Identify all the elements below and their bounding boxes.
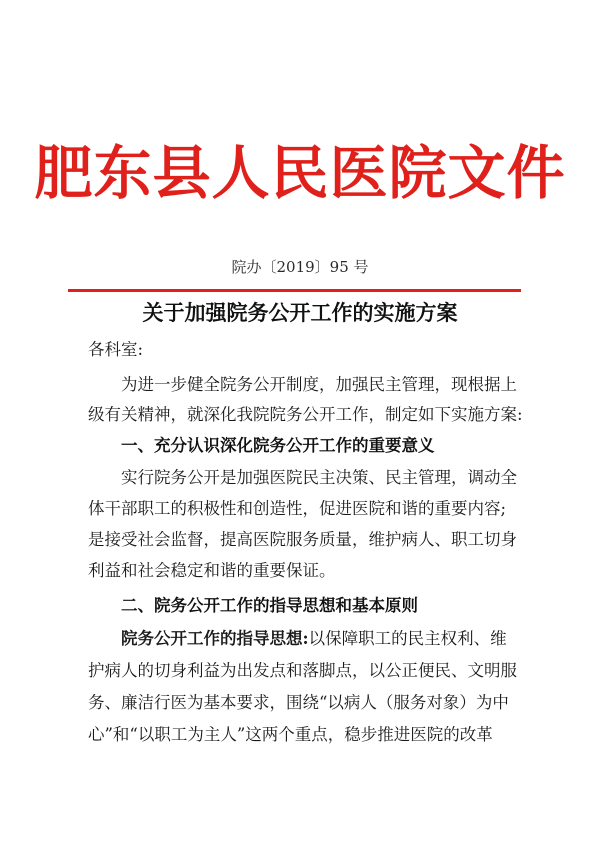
section-1-line: 实行院务公开是加强医院民主决策、民主管理，调动全 [121, 468, 517, 487]
org-title: 肥东县人民医院文件 [34, 139, 566, 207]
section-2-lead: 院务公开工作的指导思想: [121, 629, 309, 648]
section-1-heading: 一、充分认识深化院务公开工作的重要意义 [121, 436, 435, 455]
section-2-first-rest: 以保障职工的民主权利、维 [308, 629, 507, 648]
section-1-line: 体干部职工的积极性和创造性，促进医院和谐的重要内容; [88, 499, 507, 518]
section-1-line: 利益和社会稳定和谐的重要保证。 [88, 561, 336, 580]
section-2-line: 务、廉洁行医为基本要求，围绕“以病人（服务对象）为中 [88, 693, 509, 712]
section-2-line [121, 627, 507, 651]
section-2-line: 护病人的切身利益为出发点和落脚点，以公正便民、文明服 [88, 661, 517, 680]
header-divider [68, 289, 521, 292]
document-title: 关于加强院务公开工作的实施方案 [142, 300, 458, 325]
section-2-heading: 二、院务公开工作的指导思想和基本原则 [121, 596, 418, 615]
salutation: 各科室: [88, 340, 144, 359]
section-2-line: 心”和“以职工为主人”这两个重点，稳步推进医院的改革 [88, 725, 493, 744]
intro-line: 级有关精神，就深化我院院务公开工作，制定如下实施方案: [88, 405, 523, 424]
intro-line: 为进一步健全院务公开制度，加强民主管理，现根据上 [121, 375, 517, 394]
document-number: 院办〔2019〕95 号 [231, 258, 369, 276]
section-1-line: 是接受社会监督，提高医院服务质量，维护病人、职工切身 [88, 530, 517, 549]
